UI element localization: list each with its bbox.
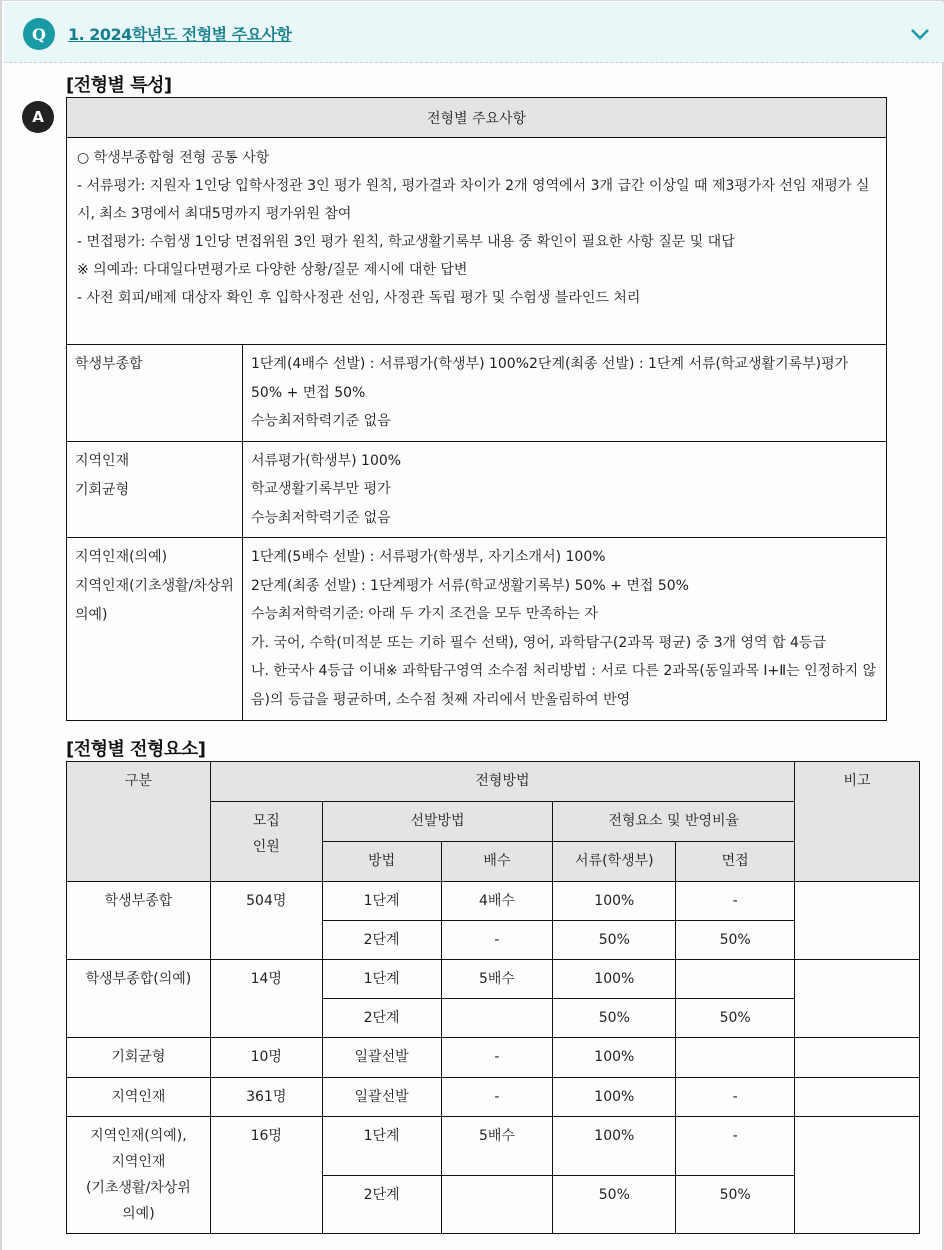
interview-cell: 50%	[676, 1176, 795, 1234]
header-quota-line: 모집	[252, 813, 280, 829]
category-cell: 학생부종합	[67, 882, 211, 960]
quota-cell: 361명	[210, 1078, 322, 1117]
interview-cell: 50%	[676, 999, 795, 1038]
content-line: 수능최저학력기준 없음	[251, 509, 391, 526]
documents-cell: 100%	[553, 1038, 676, 1078]
header-remarks: 비고	[795, 762, 920, 882]
content-line: 서류평가(학생부) 100%	[251, 452, 402, 469]
chevron-down-icon[interactable]	[908, 22, 932, 46]
table-row	[67, 882, 920, 921]
content-line: 1단계(4배수 선발) : 서류평가(학생부) 100%2단계(최종 선발) : 1단계 서류(학교생활기록부)평가 50% + 면접 50%	[251, 356, 849, 401]
multiple-cell	[441, 999, 553, 1038]
multiple-cell: -	[441, 1038, 553, 1078]
table-row	[67, 1117, 920, 1176]
question-title-link[interactable]: 1. 2024학년도 전형별 주요사항	[68, 25, 292, 44]
documents-cell: 50%	[553, 1176, 676, 1234]
documents-cell: 100%	[553, 1078, 676, 1117]
remarks-cell	[795, 882, 920, 960]
multiple-cell: -	[441, 921, 553, 960]
label-line: 기회균형	[75, 481, 130, 498]
method-cell: 2단계	[322, 1176, 441, 1234]
header-quota-line: 인원	[252, 839, 280, 855]
multiple-cell: 4배수	[441, 882, 553, 921]
table-row	[67, 1038, 920, 1078]
remarks-cell	[795, 1078, 920, 1117]
header-method-group: 전형방법	[210, 762, 794, 802]
elements-table	[66, 761, 920, 1234]
header-selection: 선발방법	[322, 802, 553, 842]
content-line: 수능최저학력기준 없음	[251, 413, 391, 429]
section-title-elements: [전형별 전형요소]	[66, 739, 206, 760]
category-cell: 지역인재	[67, 1078, 211, 1117]
category-line: 의예)	[122, 1206, 155, 1222]
header-interview: 면접	[676, 842, 795, 882]
documents-cell: 50%	[553, 999, 676, 1038]
category-line: (기초생활/차상위	[85, 1180, 191, 1196]
content-line: 나. 한국사 4등급 이내※ 과학탐구영역 소수점 처리방법 : 서로 다른 2과목(동일과목 Ⅰ+Ⅱ는 인정하지 않음)의 등급을 평균하며, 소수점 첫째 자리에서 반올림하여 반영	[251, 663, 877, 708]
type-label	[67, 441, 243, 538]
documents-cell: 100%	[553, 1117, 676, 1176]
header-category: 구분	[67, 762, 211, 882]
documents-cell: 100%	[553, 882, 676, 921]
multiple-cell: 5배수	[441, 1117, 553, 1176]
interview-cell: -	[676, 1117, 795, 1176]
category-cell: 기회균형	[67, 1038, 211, 1078]
quota-cell: 504명	[210, 882, 322, 960]
header-method: 방법	[322, 842, 441, 882]
method-cell: 2단계	[322, 921, 441, 960]
method-cell: 1단계	[322, 882, 441, 921]
content-line: 가. 국어, 수학(미적분 또는 기하 필수 선택), 영어, 과학탐구(2과목 평균) 중 3개 영역 합 4등급	[251, 634, 826, 651]
label-line: 지역인재(기초생활/차상위 의예)	[75, 578, 234, 623]
header-elements: 전형요소 및 반영비율	[553, 802, 795, 842]
common-note: ※ 의예과: 다대일다면평가로 다양한 상황/질문 제시에 대한 답변	[77, 262, 468, 278]
interview-cell: 50%	[676, 921, 795, 960]
table-row	[67, 441, 887, 538]
content-line: 학교생활기록부만 평가	[251, 481, 391, 497]
quota-cell: 14명	[210, 960, 322, 1038]
common-note: ○ 학생부종합형 전형 공통 사항	[77, 150, 270, 166]
method-cell: 2단계	[322, 999, 441, 1038]
table-row	[67, 345, 887, 442]
type-content	[243, 538, 887, 721]
type-content	[243, 345, 887, 442]
interview-cell: -	[676, 1078, 795, 1117]
common-note: - 사전 회피/배제 대상자 확인 후 입학사정관 선임, 사정관 독립 평가 및 수험생 블라인드 처리	[77, 290, 641, 306]
multiple-cell: -	[441, 1078, 553, 1117]
method-cell: 1단계	[322, 1117, 441, 1176]
type-content	[243, 441, 887, 538]
type-label: 학생부종합	[67, 345, 243, 442]
content-line: 2단계(최종 선발) : 1단계평가 서류(학교생활기록부) 50% + 면접 50%	[251, 577, 689, 594]
category-line: 지역인재(의예),	[90, 1128, 187, 1144]
header-documents: 서류(학생부)	[553, 842, 676, 882]
type-label	[67, 538, 243, 721]
characteristics-table	[66, 97, 887, 721]
multiple-cell	[441, 1176, 553, 1234]
multiple-cell: 5배수	[441, 960, 553, 999]
table-row	[67, 960, 920, 999]
interview-cell	[676, 1038, 795, 1078]
common-notes-cell	[67, 138, 887, 345]
category-cell	[67, 1117, 211, 1234]
table-header: 전형별 주요사항	[67, 98, 887, 138]
method-cell: 1단계	[322, 960, 441, 999]
table-row	[67, 538, 887, 721]
label-line: 지역인재(의예)	[75, 549, 168, 565]
content-line: 1단계(5배수 선발) : 서류평가(학생부, 자기소개서) 100%	[251, 549, 606, 565]
remarks-cell	[795, 1038, 920, 1078]
common-note: - 면접평가: 수험생 1인당 면접위원 3인 평가 원칙, 학교생활기록부 내용 중 확인이 필요한 사항 질문 및 대답	[77, 234, 735, 250]
header-multiple: 배수	[441, 842, 553, 882]
documents-cell: 100%	[553, 960, 676, 999]
interview-cell: -	[676, 882, 795, 921]
table-row	[67, 1078, 920, 1117]
category-cell: 학생부종합(의예)	[67, 960, 211, 1038]
method-cell: 일괄선발	[322, 1078, 441, 1117]
documents-cell: 50%	[553, 921, 676, 960]
common-note: - 서류평가: 지원자 1인당 입학사정관 3인 평가 원칙, 평가결과 차이가 2개 영역에서 3개 급간 이상일 때 제3평가자 선임 재평가 실시, 최소 3명에서 최대5명까지 평가위원 참여	[77, 178, 870, 222]
quota-cell: 16명	[210, 1117, 322, 1234]
method-cell: 일괄선발	[322, 1038, 441, 1078]
label-line: 지역인재	[75, 452, 130, 469]
interview-cell	[676, 960, 795, 999]
remarks-cell	[795, 960, 920, 1038]
answer-badge: A	[22, 101, 54, 133]
content-line: 수능최저학력기준: 아래 두 가지 조건을 모두 만족하는 자	[251, 606, 598, 622]
faq-question-header[interactable]	[4, 2, 944, 63]
section-title-characteristics: [전형별 특성]	[66, 75, 172, 96]
remarks-cell	[795, 1117, 920, 1234]
header-quota	[210, 802, 322, 882]
quota-cell: 10명	[210, 1038, 322, 1078]
category-line: 지역인재	[111, 1154, 166, 1170]
question-badge: Q	[23, 18, 55, 50]
